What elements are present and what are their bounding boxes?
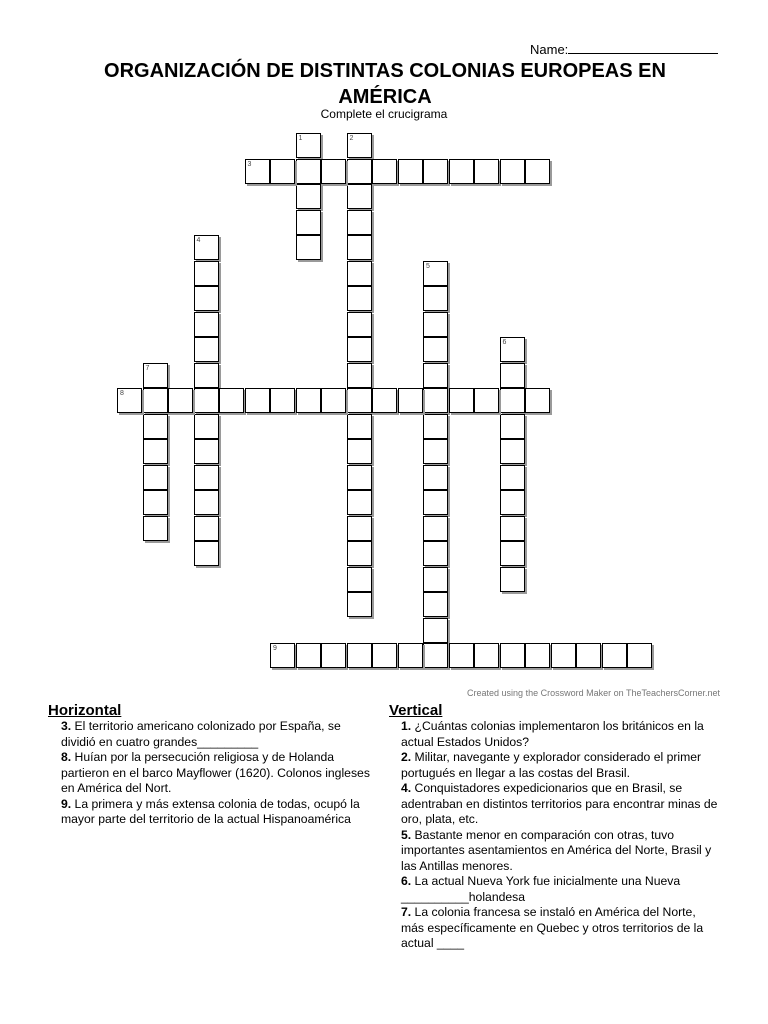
crossword-cell[interactable] — [194, 490, 219, 515]
clue-item — [401, 719, 719, 750]
name-label: Name: — [530, 42, 569, 57]
across-clue-list — [48, 719, 373, 828]
crossword-cell[interactable] — [423, 414, 448, 439]
crossword-cell[interactable] — [296, 210, 321, 235]
crossword-cell[interactable] — [372, 388, 397, 413]
clue-number: 6. — [401, 874, 412, 888]
crossword-cell[interactable] — [194, 388, 219, 413]
crossword-cell[interactable] — [347, 337, 372, 362]
crossword-cell[interactable] — [296, 235, 321, 260]
crossword-cell[interactable] — [245, 159, 270, 184]
crossword-cell[interactable] — [474, 159, 499, 184]
crossword-cell[interactable] — [576, 643, 601, 668]
crossword-cell[interactable] — [423, 465, 448, 490]
crossword-cell[interactable] — [347, 133, 372, 158]
clue-item — [61, 719, 373, 750]
clue-text: Huían por la persecución religiosa y de Holanda partieron en el barco Mayflower (1620). Colonos ingleses en América del Nort. — [61, 750, 370, 795]
clue-number: 8. — [61, 750, 72, 764]
crossword-cell[interactable] — [321, 388, 346, 413]
clue-text: ¿Cuántas colonias implementaron los británicos en la actual Estados Unidos? — [401, 719, 704, 749]
crossword-cell[interactable] — [474, 643, 499, 668]
crossword-cell[interactable] — [500, 159, 525, 184]
page-title: ORGANIZACIÓN DE DISTINTAS COLONIAS EUROPEAS EN AMÉRICA — [104, 60, 666, 108]
crossword-cell[interactable] — [143, 388, 168, 413]
crossword-cell[interactable] — [500, 388, 525, 413]
clue-text: Conquistadores expedicionarios que en Brasil, se adentraban en distintos territorios para encontrar minas de oro, plata, etc. — [401, 781, 718, 826]
clue-item — [401, 905, 719, 952]
crossword-cell[interactable] — [321, 643, 346, 668]
instructions: Complete el crucigrama — [320, 107, 448, 121]
crossword-cell[interactable] — [423, 541, 448, 566]
clue-number: 7. — [401, 905, 412, 919]
crossword-cell[interactable] — [423, 261, 448, 286]
clue-number: 3. — [61, 719, 72, 733]
crossword-cell[interactable] — [347, 286, 372, 311]
crossword-cell[interactable] — [194, 286, 219, 311]
crossword-cell[interactable] — [347, 159, 372, 184]
clue-number: 2. — [401, 750, 412, 764]
crossword-cell[interactable] — [296, 184, 321, 209]
crossword-cell[interactable] — [423, 286, 448, 311]
crossword-cell[interactable] — [347, 516, 372, 541]
credit-text: Created using the Crossword Maker on TheTeachersCorner.net — [467, 688, 720, 698]
crossword-cell[interactable] — [321, 159, 346, 184]
crossword-cell[interactable] — [194, 235, 219, 260]
crossword-cell[interactable] — [423, 516, 448, 541]
crossword-cell[interactable] — [347, 541, 372, 566]
clue-item — [61, 750, 373, 797]
crossword-cell[interactable] — [449, 159, 474, 184]
clue-item — [401, 750, 719, 781]
clue-number: 9. — [61, 796, 72, 811]
crossword-cell[interactable] — [423, 363, 448, 388]
crossword-cell[interactable] — [194, 439, 219, 464]
crossword-cell[interactable] — [347, 643, 372, 668]
crossword-cell[interactable] — [194, 337, 219, 362]
clue-number: 1 — [298, 135, 303, 142]
crossword-cell[interactable] — [500, 516, 525, 541]
crossword-cell[interactable] — [296, 159, 321, 184]
across-clues-section — [48, 702, 373, 828]
clue-number: 9 — [273, 645, 277, 652]
crossword-cell[interactable] — [525, 388, 550, 413]
crossword-cell[interactable] — [270, 159, 295, 184]
crossword-cell[interactable] — [551, 643, 576, 668]
crossword-cell[interactable] — [423, 490, 448, 515]
crossword-cell[interactable] — [398, 643, 423, 668]
crossword-cell[interactable] — [449, 643, 474, 668]
clue-item — [401, 781, 719, 828]
crossword-cell[interactable] — [500, 465, 525, 490]
down-clue-list — [389, 719, 719, 952]
crossword-cell[interactable] — [500, 414, 525, 439]
across-heading: Horizontal — [48, 702, 122, 719]
crossword-cell[interactable] — [143, 516, 168, 541]
clue-text: La primera y más extensa colonia de todas, ocupó la mayor parte del territorio de la actual Hispanoamérica — [61, 796, 360, 826]
crossword-cell[interactable] — [194, 516, 219, 541]
crossword-cell[interactable] — [245, 388, 270, 413]
crossword-cell[interactable] — [347, 465, 372, 490]
crossword-cell[interactable] — [347, 235, 372, 260]
crossword-cell[interactable] — [500, 490, 525, 515]
crossword-cell[interactable] — [347, 592, 372, 617]
clue-text: El territorio americano colonizado por España, se dividió en cuatro grandes_________ — [61, 719, 341, 749]
crossword-cell[interactable] — [194, 261, 219, 286]
crossword-cell[interactable] — [398, 388, 423, 413]
crossword-cell[interactable] — [296, 388, 321, 413]
crossword-cell[interactable] — [423, 312, 448, 337]
crossword-cell[interactable] — [347, 210, 372, 235]
clue-number: 6 — [502, 339, 507, 346]
clue-number: 7 — [145, 364, 150, 372]
clue-number: 4 — [196, 237, 201, 244]
crossword-cell[interactable] — [423, 159, 448, 184]
down-heading: Vertical — [389, 702, 443, 719]
clue-number: 5. — [401, 827, 412, 842]
crossword-cell[interactable] — [423, 337, 448, 362]
crossword-cell[interactable] — [270, 643, 295, 668]
clue-number: 4. — [401, 781, 412, 795]
clue-item — [401, 828, 719, 875]
crossword-cell[interactable] — [423, 388, 448, 413]
crossword-cell[interactable] — [194, 312, 219, 337]
crossword-cell[interactable] — [398, 159, 423, 184]
crossword-cell[interactable] — [347, 567, 372, 592]
clue-text: La colonia francesa se instaló en América del Norte, más específicamente en Quebec y otros territorios de la actual ____ — [401, 905, 704, 950]
crossword-cell[interactable] — [194, 465, 219, 490]
down-clues-section — [389, 702, 719, 952]
clue-item — [61, 797, 373, 828]
crossword-cell[interactable] — [449, 388, 474, 413]
clue-text: Militar, navegante y explorador considerado el primer portugués en llegar a las costas del Brasil. — [401, 750, 702, 780]
crossword-cell[interactable] — [347, 414, 372, 439]
clue-number: 1. — [401, 719, 412, 733]
crossword-cell[interactable] — [168, 388, 193, 413]
clue-number: 8 — [120, 390, 124, 397]
crossword-cell[interactable] — [423, 439, 448, 464]
crossword-cell[interactable] — [143, 490, 168, 515]
crossword-cell[interactable] — [500, 643, 525, 668]
crossword-cell[interactable] — [143, 363, 168, 388]
crossword-cell[interactable] — [347, 490, 372, 515]
crossword-cell[interactable] — [347, 388, 372, 413]
crossword-cell[interactable] — [500, 541, 525, 566]
crossword-cell[interactable] — [143, 465, 168, 490]
crossword-cell[interactable] — [194, 541, 219, 566]
crossword-cell[interactable] — [525, 159, 550, 184]
crossword-cell[interactable] — [602, 643, 627, 668]
clue-item — [401, 874, 719, 905]
crossword-cell[interactable] — [143, 414, 168, 439]
crossword-cell[interactable] — [500, 439, 525, 464]
crossword-cell[interactable] — [474, 388, 499, 413]
crossword-cell[interactable] — [500, 337, 525, 362]
crossword-cell[interactable] — [423, 567, 448, 592]
clue-text: Bastante menor en comparación con otras, tuvo importantes asentamientos en América del Norte, Brasil y las Antillas menores. — [401, 827, 712, 873]
crossword-cell[interactable] — [347, 184, 372, 209]
crossword-cell[interactable] — [500, 567, 525, 592]
crossword-cell[interactable] — [219, 388, 244, 413]
crossword-cell[interactable] — [525, 643, 550, 668]
crossword-cell[interactable] — [296, 643, 321, 668]
crossword-cell[interactable] — [500, 363, 525, 388]
crossword-cell[interactable] — [194, 414, 219, 439]
crossword-cell[interactable] — [270, 388, 295, 413]
crossword-cell[interactable] — [423, 643, 448, 668]
crossword-cell[interactable] — [296, 133, 321, 158]
crossword-cell[interactable] — [143, 439, 168, 464]
crossword-cell[interactable] — [627, 643, 652, 668]
crossword-cell[interactable] — [194, 363, 219, 388]
clue-number: 5 — [426, 262, 430, 270]
crossword-cell[interactable] — [347, 363, 372, 388]
clue-number: 3 — [247, 160, 252, 168]
crossword-cell[interactable] — [372, 159, 397, 184]
clue-number: 2 — [349, 135, 354, 142]
crossword-cell[interactable] — [347, 312, 372, 337]
crossword-cell[interactable] — [347, 439, 372, 464]
crossword-cell[interactable] — [423, 592, 448, 617]
clue-text: La actual Nueva York fue inicialmente una Nueva __________holandesa — [401, 874, 681, 904]
crossword-cell[interactable] — [423, 618, 448, 643]
crossword-cell[interactable] — [117, 388, 142, 413]
crossword-cell[interactable] — [347, 261, 372, 286]
crossword-cell[interactable] — [372, 643, 397, 668]
